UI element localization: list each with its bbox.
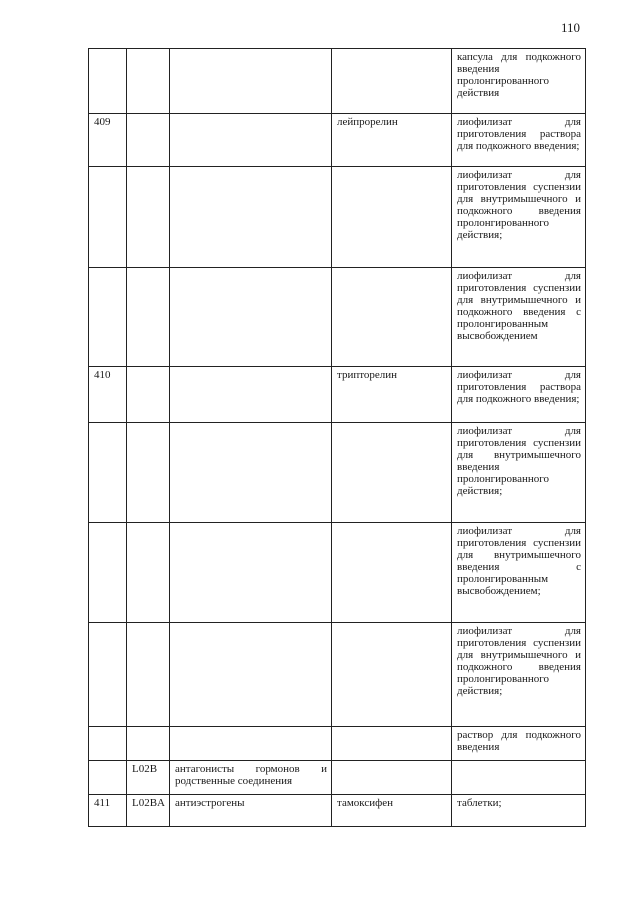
atc-code [127,523,170,623]
atc-group-name [170,367,332,423]
atc-group-name: антиэстрогены [170,795,332,827]
table-row [89,268,586,367]
row-number: 409 [89,114,127,167]
atc-group-name [170,268,332,367]
row-number [89,523,127,623]
row-number [89,423,127,523]
drug-name [332,49,452,114]
dosage-form: лиофилизат для приготовления суспензии для внутримышечного и подкожного введения пролонгированного действия; [452,167,586,268]
drug-name [332,623,452,727]
atc-code [127,49,170,114]
row-number [89,761,127,795]
row-number [89,623,127,727]
table-row [89,761,586,795]
atc-code [127,167,170,268]
drug-name [332,423,452,523]
drug-name: трипторелин [332,367,452,423]
dosage-form: лиофилизат для приготовления суспензии для внутримышечного введения с пролонгированным высвобождением; [452,523,586,623]
dosage-form: капсула для подкожного введения пролонгированного действия [452,49,586,114]
drug-table [88,48,586,827]
row-number [89,727,127,761]
atc-code [127,268,170,367]
dosage-form: раствор для подкожного введения [452,727,586,761]
table-row [89,423,586,523]
atc-group-name [170,114,332,167]
atc-group-name [170,727,332,761]
dosage-form: лиофилизат для приготовления суспензии для внутримышечного введения пролонгированного действия; [452,423,586,523]
drug-name [332,727,452,761]
atc-group-name [170,167,332,268]
dosage-form: лиофилизат для приготовления суспензии для внутримышечного и подкожного введения с пролонгированным высвобождением [452,268,586,367]
table-row [89,795,586,827]
atc-code [127,114,170,167]
atc-code: L02B [127,761,170,795]
drug-name [332,523,452,623]
row-number [89,49,127,114]
atc-group-name [170,49,332,114]
atc-group-name [170,623,332,727]
table-row [89,623,586,727]
page-number: 110 [560,20,580,35]
atc-code [127,367,170,423]
atc-group-name [170,523,332,623]
table-row [89,727,586,761]
drug-name [332,761,452,795]
atc-code: L02BA [127,795,170,827]
row-number [89,268,127,367]
atc-group-name [170,423,332,523]
table-row [89,167,586,268]
drug-name [332,167,452,268]
dosage-form: лиофилизат для приготовления раствора для подкожного введения; [452,114,586,167]
dosage-form: таблетки; [452,795,586,827]
row-number: 411 [89,795,127,827]
table-row [89,523,586,623]
table-row [89,49,586,114]
drug-name [332,268,452,367]
row-number [89,167,127,268]
table-row [89,114,586,167]
drug-name: тамоксифен [332,795,452,827]
dosage-form: лиофилизат для приготовления суспензии для внутримышечного и подкожного введения пролонгированного действия; [452,623,586,727]
atc-code [127,623,170,727]
atc-group-name: антагонисты гормонов и родственные соединения [170,761,332,795]
drug-name: лейпрорелин [332,114,452,167]
dosage-form [452,761,586,795]
dosage-form: лиофилизат для приготовления раствора для подкожного введения; [452,367,586,423]
atc-code [127,423,170,523]
row-number: 410 [89,367,127,423]
table-row [89,367,586,423]
atc-code [127,727,170,761]
